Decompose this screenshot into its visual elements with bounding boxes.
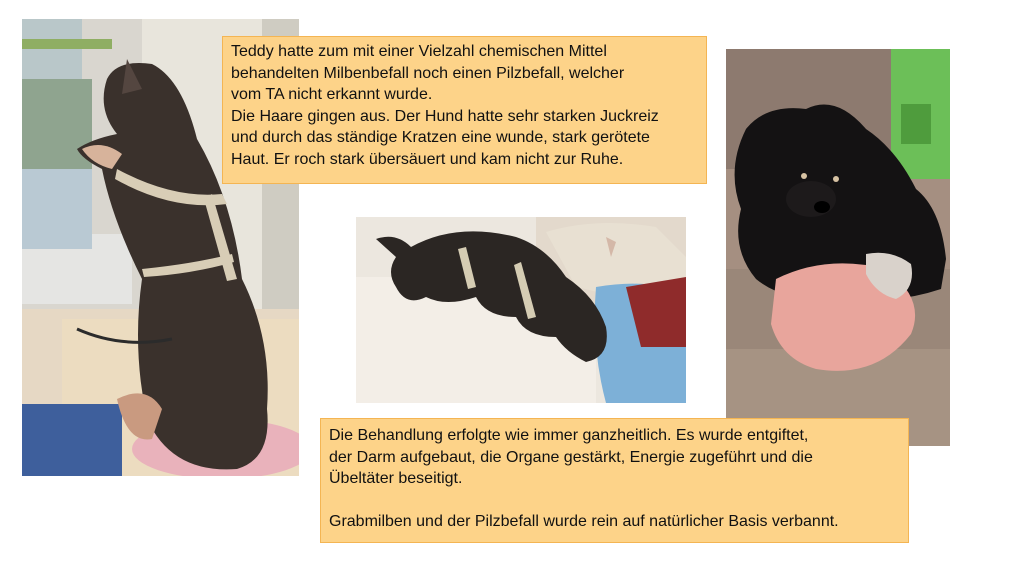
treatment-paragraph-1: Die Behandlung erfolgte wie immer ganzheitlich. Es wurde entgiftet, der Darm aufgebaut, die Organe gestärkt, Energie zugeführt und die Übeltäter beseitigt. bbox=[329, 427, 813, 487]
treatment-paragraph-2: Grabmilben und der Pilzbefall wurde rein auf natürlicher Basis verbannt. bbox=[329, 512, 839, 530]
symptoms-paragraph-1: Teddy hatte zum mit einer Vielzahl chemischen Mittel behandelten Milbenbefall noch einen Pilzbefall, welcher vom TA nicht erkannt wurde. bbox=[231, 43, 625, 103]
photo-dog-healthy bbox=[726, 49, 950, 446]
text-box-treatment bbox=[320, 418, 909, 543]
symptoms-paragraph-2: Die Haare gingen aus. Der Hund hatte sehr starken Juckreiz und durch das ständige Kratzen eine wunde, stark gerötete Haut. Er roch stark übersäuert und kam nicht zur Ruhe. bbox=[231, 107, 659, 168]
photo-dog-on-table bbox=[356, 217, 686, 403]
paragraph-spacer bbox=[329, 490, 900, 511]
text-box-symptoms bbox=[222, 36, 707, 184]
